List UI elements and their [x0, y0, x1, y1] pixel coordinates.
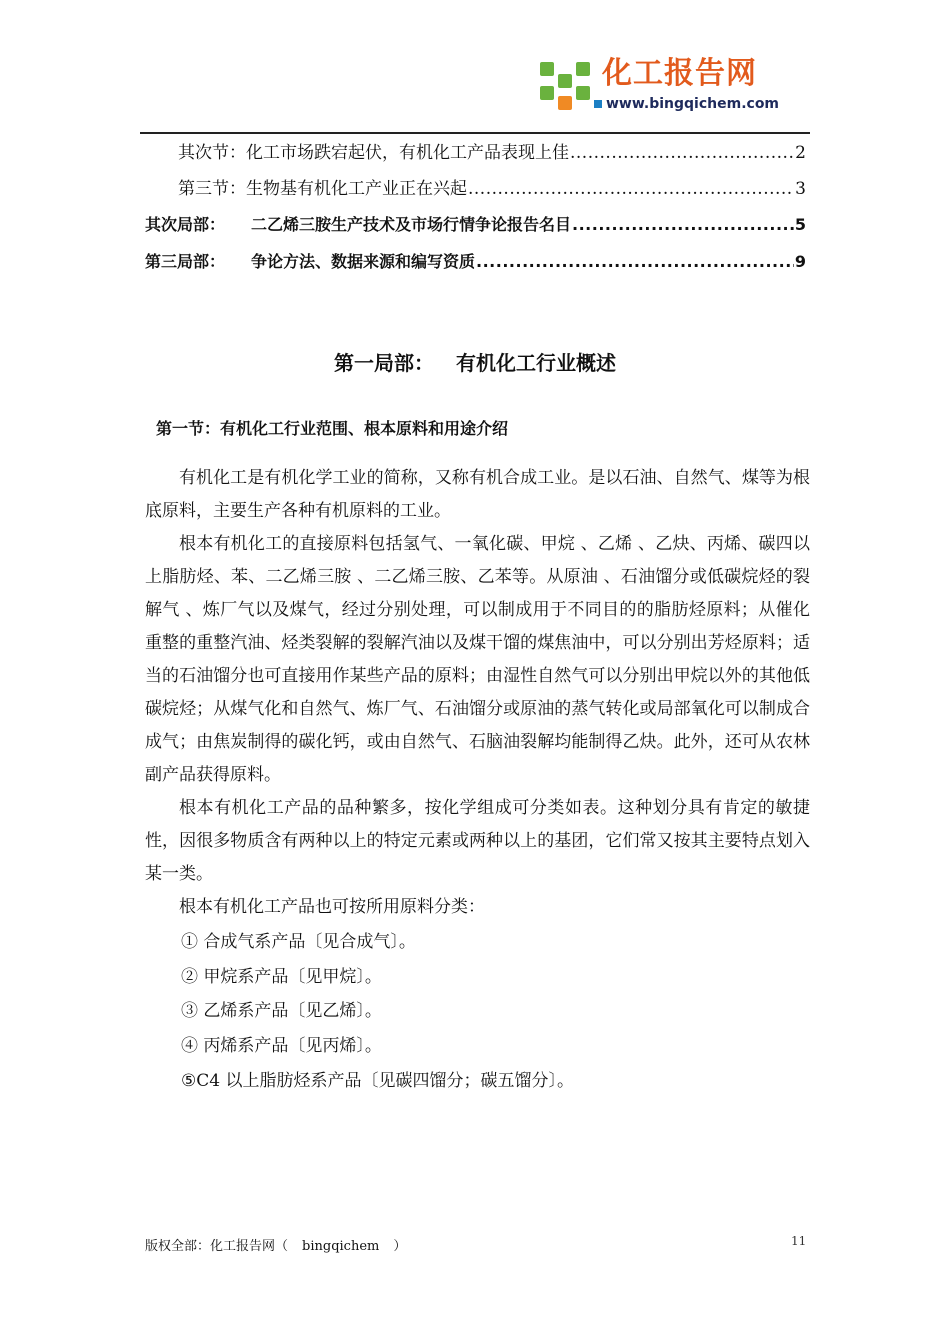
section-title [0, 347, 950, 376]
logo-blocks-icon [536, 60, 596, 112]
header-rule [140, 132, 810, 134]
list-item: ⑤C4 以上脂肪烃系产品〔见碳四馏分；碳五馏分〕。 [181, 1071, 574, 1091]
square-bullet-icon [594, 100, 602, 108]
toc-page: 9 [794, 252, 806, 271]
toc-leader [468, 178, 794, 200]
toc-label: 二乙烯三胺生产技术及市场行情争论报告名目 [251, 215, 572, 234]
paragraph: 根本有机化工的直接原料包括氢气、一氧化碳、甲烷 、乙烯 、乙炔、丙烯、碳四以上脂肪烃、苯、二乙烯三胺 、二乙烯三胺、乙苯等。从原油 、石油馏分或低碳烷烃的裂解气 、炼厂气以及煤气，经过分别处理，可以制成用于不同目的的脂肪烃原料；从催化重整的重整汽油、烃类裂解的裂解汽油以及煤干馏的煤焦油中，可以分别出芳烃原料；适当的石油馏分也可直接用作某些产品的原料；由湿性自然气可以分别出甲烷以外的其他低碳烷烃；从煤气化和自然气、炼厂气、石油馏分或原油的蒸气转化或局部氧化可以制成合成气；由焦炭制得的碳化钙，或由自然气、石脑油裂解均能制得乙炔。此外，还可从农林副产品获得原料。 [145, 534, 810, 785]
toc-leader [476, 251, 794, 273]
toc-row[interactable] [178, 142, 806, 164]
toc-leader [572, 214, 794, 236]
toc-label: 第三节：生物基有机化工产业正在兴起 [178, 179, 467, 199]
toc-page: 3 [795, 179, 806, 199]
toc-page: 5 [794, 215, 806, 234]
copyright-suffix: ） [393, 1239, 407, 1254]
copyright-site: bingqichem [302, 1239, 380, 1254]
section-part: 第一局部： [334, 351, 434, 375]
footer-copyright [145, 1235, 406, 1254]
toc-section: 第三局部： [145, 252, 226, 271]
site-logo [536, 54, 782, 120]
section-name: 有机化工行业概述 [456, 351, 616, 375]
toc-label: 争论方法、数据来源和编写资质 [251, 252, 476, 271]
toc-row[interactable] [178, 178, 806, 200]
copyright-prefix: 版权全部：化工报告网（ [145, 1239, 289, 1254]
list-item: ③ 乙烯系产品〔见乙烯〕。 [181, 1001, 382, 1021]
page-number: 11 [791, 1234, 807, 1248]
list-item: ② 甲烷系产品〔见甲烷〕。 [181, 967, 382, 987]
toc-label: 其次节：化工市场跌宕起伏，有机化工产品表现上佳 [178, 143, 569, 163]
paragraph: 根本有机化工产品的品种繁多，按化学组成可分类如表。这种划分具有肯定的敏捷性，因很多物质含有两种以上的特定元素或两种以上的基团，它们常又按其主要特点划入某一类。 [145, 798, 810, 884]
toc-leader [570, 142, 794, 164]
toc-page: 2 [795, 143, 806, 163]
toc-row[interactable] [145, 251, 806, 273]
list-item: ④ 丙烯系产品〔见丙烯〕。 [181, 1036, 382, 1056]
body-text [145, 462, 810, 924]
toc-row[interactable] [145, 214, 806, 236]
subsection-title: 第一节：有机化工行业范围、根本原料和用途介绍 [156, 419, 509, 438]
logo-url [594, 96, 779, 112]
list-item: ① 合成气系产品〔见合成气〕。 [181, 932, 416, 952]
toc-section: 其次局部： [145, 215, 226, 234]
logo-url-text: www.bingqichem.com [606, 96, 780, 112]
paragraph: 有机化工是有机化学工业的简称，又称有机合成工业。是以石油、自然气、煤等为根底原料，主要生产各种有机原料的工业。 [145, 468, 810, 521]
logo-title: 化工报告网 [602, 56, 757, 91]
paragraph: 根本有机化工产品也可按所用原料分类： [179, 897, 485, 917]
